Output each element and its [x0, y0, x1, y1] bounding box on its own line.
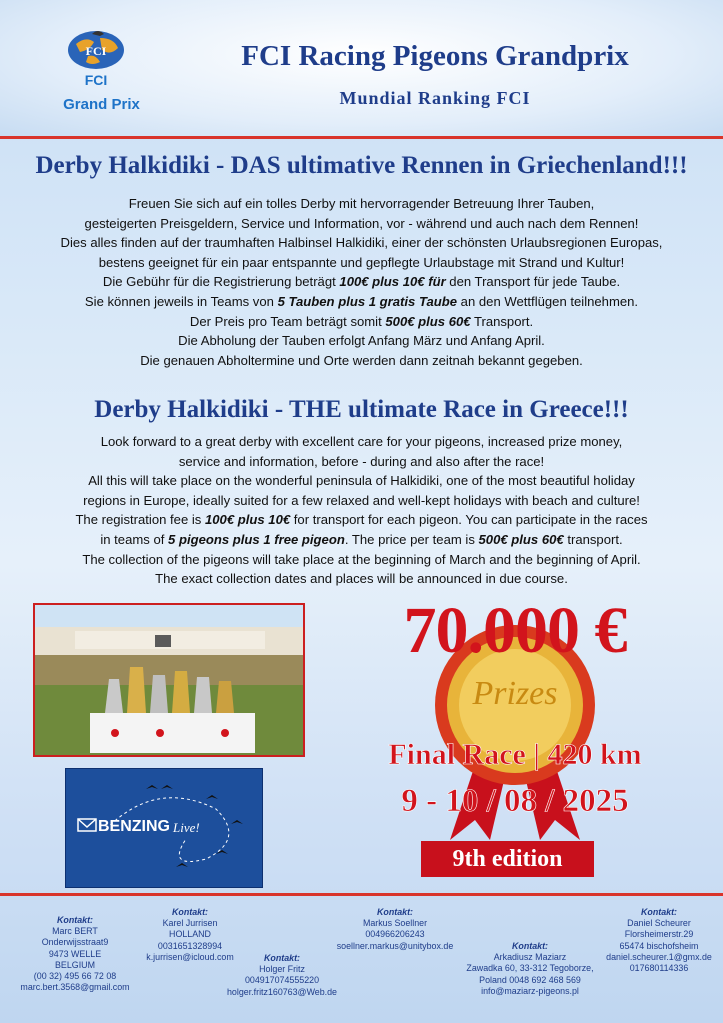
contact-phone: 004917074555220 — [244, 975, 320, 986]
contact-email[interactable]: k.jurrisen@icloud.com — [146, 951, 234, 962]
contact-name: Daniel Scheurer — [627, 918, 691, 929]
contact-label: Kontakt: — [641, 907, 677, 917]
prize-amount: 70.000 € — [403, 594, 627, 667]
globe-pigeon-logo-icon — [66, 28, 126, 72]
footer-divider — [0, 893, 723, 896]
contact-email[interactable]: daniel.scheurer.1@gmx.de — [606, 951, 712, 962]
contact-phone: 017680114336 — [629, 963, 689, 974]
contact-address: Florsheimerstr.29 — [624, 929, 694, 940]
contact-label: Kontakt: — [172, 907, 208, 917]
logo-grand-prix-text: Grand Prix — [63, 96, 140, 113]
german-heading: Derby Halkidiki - DAS ultimative Rennen in Griechenland!!! — [35, 152, 688, 179]
contact-label: Kontakt: — [57, 915, 93, 925]
english-line-5: The registration fee is 100€ plus 10€ for transport for each pigeon. You can participate in the races — [75, 512, 648, 528]
header-divider — [0, 136, 723, 139]
logo-fci-text: FCI — [84, 72, 108, 88]
trophy-photo-image — [35, 605, 303, 755]
english-line-4: regions in Europe, ideally suited for a few relaxed and well-kept holidays with beach and culture! — [83, 492, 640, 508]
english-paragraph — [18, 432, 705, 589]
contact-phone: 0031651328994 — [157, 940, 223, 951]
german-line-9: Die genauen Abholtermine und Orte werden dann zeitnah bekannt gegeben. — [140, 352, 583, 368]
german-line-4: bestens geeignet für ein paar entspannte und gepflegte Urlaubstage mit Strand und Kultur! — [98, 254, 625, 270]
contact-email[interactable]: holger.fritz160763@Web.de — [227, 986, 337, 997]
contact-city: 9473 WELLE — [48, 948, 102, 959]
contact-holger-fritz — [222, 953, 342, 998]
edition-badge: 9th edition — [421, 841, 594, 877]
contact-phone: (00 32) 495 66 72 08 — [33, 971, 117, 982]
english-line-1: Look forward to a great derby with excellent care for your pigeons, increased prize money, — [100, 434, 623, 449]
contact-country: BELGIUM — [55, 959, 95, 970]
contact-name: Markus Soellner — [362, 918, 428, 929]
contact-country: HOLLAND — [169, 929, 211, 940]
contact-name: Arkadiusz Maziarz — [493, 952, 567, 963]
german-line-2: gesteigerten Preisgeldern, Service und Information, vor - während und auch nach dem Rennen! — [84, 215, 639, 231]
english-line-3: All this will take place on the wonderful peninsula of Halkidiki, one of the most beautiful holiday — [88, 473, 635, 489]
prizes-label: Prizes — [472, 675, 558, 712]
german-line-3: Dies alles finden auf der traumhaften Halbinsel Halkidiki, einer der schönsten Urlaubsregionen Europas, — [60, 235, 663, 251]
page-subtitle: Mundial Ranking FCI — [339, 88, 531, 108]
final-race-text: Final Race | 420 km — [388, 738, 642, 771]
german-paragraph — [18, 194, 705, 370]
english-line-2: service and information, before - during and also after the race! — [178, 453, 545, 469]
benzing-live-text: Live! — [173, 820, 200, 835]
german-line-7: Der Preis pro Team beträgt somit 500€ plus 60€ Transport. — [189, 313, 534, 329]
benzing-brand-text: BENZING — [98, 818, 170, 835]
contact-arkadiusz-maziarz — [455, 941, 605, 997]
contact-email[interactable]: info@maziarz-pigeons.pl — [481, 985, 579, 996]
page-title: FCI Racing Pigeons Grandprix — [241, 40, 629, 72]
svg-text:FCI: FCI — [85, 44, 107, 58]
contact-city: 65474 bischofsheim — [619, 940, 699, 951]
contact-address: Onderwijsstraat9 — [41, 937, 109, 948]
english-line-7: The collection of the pigeons will take place at the beginning of March and the beginning of April. — [82, 551, 641, 567]
english-heading: Derby Halkidiki - THE ultimate Race in Greece!!! — [94, 396, 629, 423]
contact-phone: 004966206243 — [365, 929, 425, 940]
contact-name: Marc BERT — [52, 926, 98, 937]
german-line-8: Die Abholung der Tauben erfolgt Anfang März und Anfang April. — [178, 333, 545, 349]
english-line-6: in teams of 5 pigeons plus 1 free pigeon. The price per team is 500€ plus 60€ transport. — [100, 531, 623, 547]
contact-markus-soellner — [325, 907, 465, 952]
german-line-1: Freuen Sie sich auf ein tolles Derby mit hervorragender Betreuung Ihrer Tauben, — [128, 196, 595, 211]
contact-name: Holger Fritz — [259, 964, 305, 975]
contact-email[interactable]: marc.bert.3568@gmail.com — [20, 982, 130, 993]
contact-name: Karel Jurrisen — [162, 918, 218, 929]
contact-daniel-scheurer — [597, 907, 721, 974]
german-line-6: Sie können jeweils in Teams von 5 Tauben plus 1 gratis Taube an den Wettflügen teilnehmen. — [84, 293, 639, 309]
contact-address: Zawadka 60, 33-312 Tegoborze, — [466, 963, 594, 974]
race-dates: 9 - 10 / 08 / 2025 — [401, 783, 629, 819]
contact-label: Kontakt: — [512, 941, 548, 951]
trophy-photo — [33, 603, 305, 757]
contact-label: Kontakt: — [377, 907, 413, 917]
english-line-8: The exact collection dates and places will be announced in due course. — [155, 571, 568, 587]
contact-phone: Poland 0048 692 468 569 — [479, 974, 581, 985]
contact-label: Kontakt: — [264, 953, 300, 963]
german-line-5: Die Gebühr für die Registrierung beträgt 100€ plus 10€ für den Transport für jede Taube. — [102, 274, 621, 290]
contact-email[interactable]: soellner.markus@unitybox.de — [336, 940, 454, 951]
